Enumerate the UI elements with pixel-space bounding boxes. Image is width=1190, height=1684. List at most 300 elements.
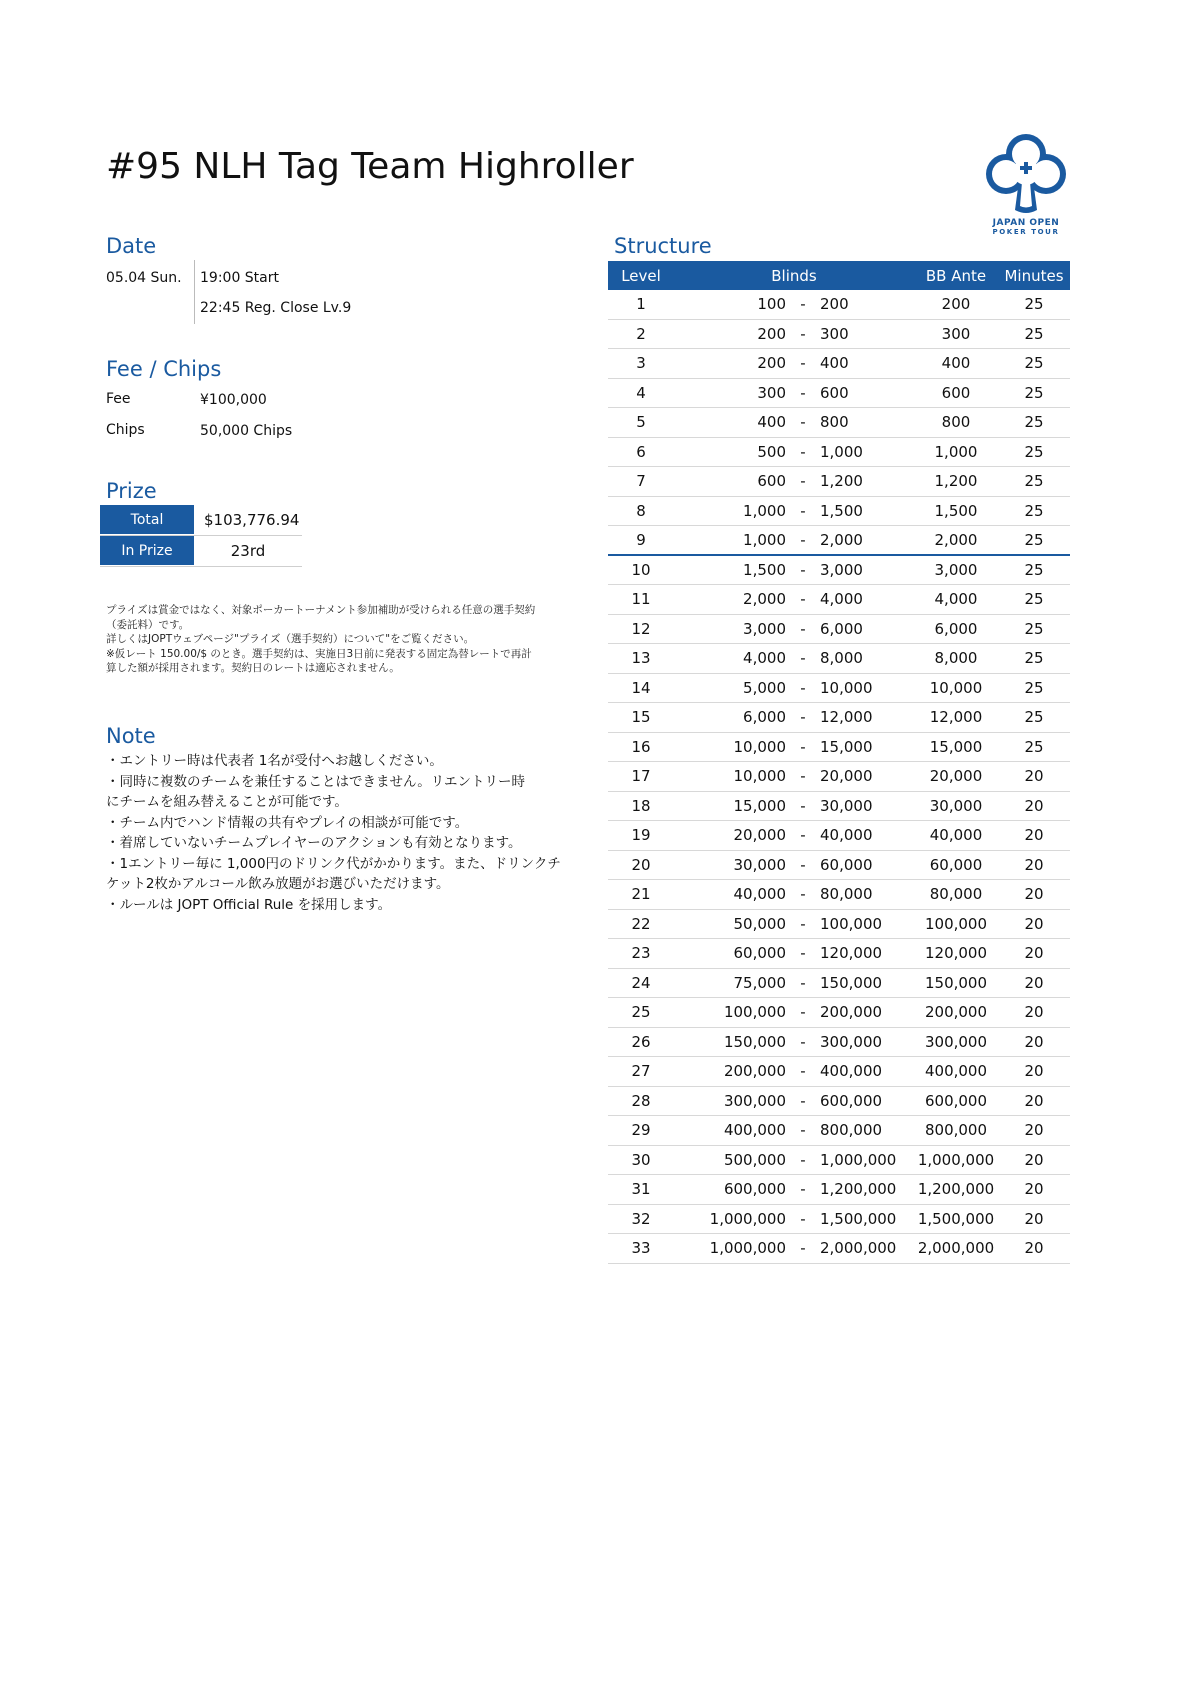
table-row	[608, 1146, 1070, 1176]
small-blind: 600,000	[723, 1180, 786, 1199]
minutes-cell: 25	[1024, 324, 1044, 343]
ante-cell: 30,000	[929, 796, 983, 815]
small-blind: 30,000	[733, 855, 786, 874]
big-blind: 30,000	[820, 796, 873, 815]
blinds-cell	[674, 1180, 914, 1198]
small-blind: 1,000,000	[709, 1209, 786, 1228]
blinds-separator: -	[800, 737, 806, 756]
small-blind: 6,000	[743, 708, 786, 727]
minutes-cell: 20	[1024, 885, 1044, 904]
level-cell: 28	[631, 1091, 651, 1110]
blinds-separator: -	[800, 1209, 806, 1228]
blinds-cell	[674, 354, 914, 372]
blinds-separator: -	[800, 413, 806, 432]
big-blind: 400,000	[820, 1062, 883, 1081]
table-row	[608, 969, 1070, 999]
ante-cell: 100,000	[924, 914, 988, 933]
minutes-cell: 20	[1024, 944, 1044, 963]
minutes-cell: 20	[1024, 826, 1044, 845]
small-blind: 400	[757, 413, 786, 432]
level-cell: 20	[631, 855, 651, 874]
table-row	[608, 438, 1070, 468]
blinds-separator: -	[800, 1150, 806, 1169]
blinds-separator: -	[800, 560, 806, 579]
ante-cell: 1,000	[934, 442, 978, 461]
date-divider	[194, 260, 195, 324]
blinds-cell	[674, 325, 914, 343]
blinds-cell	[674, 531, 914, 549]
level-cell: 13	[631, 649, 651, 668]
level-cell: 1	[636, 295, 646, 314]
level-cell: 8	[636, 501, 646, 520]
prize-total-label: Total	[100, 505, 194, 535]
table-row	[608, 467, 1070, 497]
big-blind: 600,000	[820, 1091, 883, 1110]
ante-cell: 20,000	[929, 767, 983, 786]
prize-disclaimer	[106, 603, 576, 676]
blinds-cell	[674, 856, 914, 874]
table-row	[608, 821, 1070, 851]
blinds-cell	[674, 1092, 914, 1110]
col-level-header: Level	[621, 266, 661, 285]
ante-cell: 8,000	[934, 649, 978, 668]
ante-cell: 800,000	[924, 1121, 988, 1140]
minutes-cell: 20	[1024, 796, 1044, 815]
minutes-cell: 20	[1024, 914, 1044, 933]
blinds-cell	[674, 472, 914, 490]
blinds-cell	[674, 413, 914, 431]
level-cell: 24	[631, 973, 651, 992]
blinds-separator: -	[800, 501, 806, 520]
blinds-cell	[674, 797, 914, 815]
ante-cell: 120,000	[924, 944, 988, 963]
prize-total-row	[100, 505, 302, 536]
table-row	[608, 497, 1070, 527]
note-line: ・チーム内でハンド情報の共有やプレイの相談が可能です。	[106, 814, 469, 831]
disclaimer-line: 詳しくはJOPTウェブページ"プライズ（選手契約）について"をご覧ください。	[106, 633, 475, 645]
level-cell: 18	[631, 796, 651, 815]
big-blind: 800	[820, 413, 849, 432]
col-ante-header: BB Ante	[925, 266, 987, 285]
blinds-separator: -	[800, 1003, 806, 1022]
note-line: ・着席していないチームプレイヤーのアクションも有効となります。	[106, 835, 522, 851]
small-blind: 500	[757, 442, 786, 461]
blinds-cell	[674, 738, 914, 756]
small-blind: 500,000	[723, 1150, 786, 1169]
fee-value: ¥100,000	[200, 392, 267, 408]
minutes-cell: 25	[1024, 413, 1044, 432]
minutes-cell: 25	[1024, 708, 1044, 727]
disclaimer-line: ※仮レート 150.00/$ のとき。選手契約は、実施日3日前に発表する固定為替レートで再計	[106, 647, 532, 660]
level-cell: 11	[631, 590, 651, 609]
level-cell: 33	[631, 1239, 651, 1258]
reg-close-time: 22:45 Reg. Close Lv.9	[200, 300, 352, 316]
small-blind: 150,000	[723, 1032, 786, 1051]
big-blind: 600	[820, 383, 849, 402]
blinds-cell	[674, 502, 914, 520]
blinds-cell	[674, 1033, 914, 1051]
blinds-cell	[674, 1239, 914, 1257]
level-cell: 6	[636, 442, 646, 461]
blinds-cell	[674, 1210, 914, 1228]
ante-cell: 600,000	[924, 1091, 988, 1110]
minutes-cell: 25	[1024, 530, 1044, 549]
small-blind: 2,000	[743, 590, 786, 609]
table-row	[608, 674, 1070, 704]
club-icon	[985, 132, 1067, 216]
event-day: 05.04 Sun.	[106, 270, 182, 286]
blinds-cell	[674, 708, 914, 726]
minutes-cell: 25	[1024, 737, 1044, 756]
small-blind: 300	[757, 383, 786, 402]
big-blind: 60,000	[820, 855, 873, 874]
blinds-separator: -	[800, 442, 806, 461]
ante-cell: 15,000	[929, 737, 983, 756]
big-blind: 400	[820, 354, 849, 373]
ante-cell: 1,200	[934, 472, 978, 491]
blinds-separator: -	[800, 885, 806, 904]
table-row	[608, 998, 1070, 1028]
table-row	[608, 792, 1070, 822]
big-blind: 300	[820, 324, 849, 343]
minutes-cell: 25	[1024, 678, 1044, 697]
big-blind: 150,000	[820, 973, 883, 992]
logo-text-line1: JAPAN OPEN	[992, 218, 1060, 228]
big-blind: 1,000	[820, 442, 863, 461]
small-blind: 100	[757, 295, 786, 314]
ante-cell: 10,000	[929, 678, 983, 697]
prize-in-prize-label: In Prize	[100, 536, 194, 566]
level-cell: 15	[631, 708, 651, 727]
chips-value: 50,000 Chips	[200, 423, 293, 439]
minutes-cell: 25	[1024, 501, 1044, 520]
table-row	[608, 1057, 1070, 1087]
blinds-separator: -	[800, 1180, 806, 1199]
blinds-separator: -	[800, 944, 806, 963]
structure-table	[608, 261, 1070, 1264]
date-heading: Date	[106, 234, 157, 258]
col-blinds-header: Blinds	[771, 266, 817, 285]
big-blind: 120,000	[820, 944, 883, 963]
blinds-separator: -	[800, 472, 806, 491]
minutes-cell: 20	[1024, 973, 1044, 992]
ante-cell: 200	[941, 295, 971, 314]
small-blind: 3,000	[743, 619, 786, 638]
table-row	[608, 349, 1070, 379]
ante-cell: 300,000	[924, 1032, 988, 1051]
blinds-cell	[674, 826, 914, 844]
level-cell: 19	[631, 826, 651, 845]
level-cell: 21	[631, 885, 651, 904]
ante-cell: 200,000	[924, 1003, 988, 1022]
blinds-separator: -	[800, 530, 806, 549]
ante-cell: 600	[941, 383, 971, 402]
blinds-separator: -	[800, 354, 806, 373]
blinds-cell	[674, 1003, 914, 1021]
small-blind: 1,000	[743, 501, 786, 520]
big-blind: 3,000	[820, 560, 863, 579]
big-blind: 2,000	[820, 530, 863, 549]
logo-text-line2: POKER TOUR	[992, 228, 1060, 236]
blinds-separator: -	[800, 1062, 806, 1081]
small-blind: 300,000	[723, 1091, 786, 1110]
minutes-cell: 20	[1024, 855, 1044, 874]
ante-cell: 80,000	[929, 885, 983, 904]
ante-cell: 2,000,000	[917, 1239, 995, 1258]
big-blind: 300,000	[820, 1032, 883, 1051]
blinds-cell	[674, 885, 914, 903]
blinds-cell	[674, 915, 914, 933]
level-cell: 2	[636, 324, 646, 343]
minutes-cell: 20	[1024, 1091, 1044, 1110]
table-row	[608, 1028, 1070, 1058]
small-blind: 50,000	[733, 914, 786, 933]
level-cell: 23	[631, 944, 651, 963]
small-blind: 40,000	[733, 885, 786, 904]
minutes-cell: 25	[1024, 383, 1044, 402]
level-cell: 26	[631, 1032, 651, 1051]
ante-cell: 6,000	[934, 619, 978, 638]
small-blind: 600	[757, 472, 786, 491]
small-blind: 60,000	[733, 944, 786, 963]
blinds-separator: -	[800, 826, 806, 845]
level-cell: 12	[631, 619, 651, 638]
level-cell: 16	[631, 737, 651, 756]
blinds-separator: -	[800, 1121, 806, 1140]
ante-cell: 1,200,000	[917, 1180, 995, 1199]
col-minutes-header: Minutes	[1004, 266, 1064, 285]
small-blind: 5,000	[743, 678, 786, 697]
blinds-separator: -	[800, 1032, 806, 1051]
disclaimer-line: （委託料）です。	[106, 618, 190, 631]
blinds-cell	[674, 1062, 914, 1080]
level-cell: 9	[636, 530, 646, 549]
level-cell: 5	[636, 413, 646, 432]
big-blind: 10,000	[820, 678, 873, 697]
minutes-cell: 20	[1024, 1121, 1044, 1140]
ante-cell: 40,000	[929, 826, 983, 845]
ante-cell: 1,500,000	[917, 1209, 995, 1228]
table-row	[608, 939, 1070, 969]
level-cell: 14	[631, 678, 651, 697]
blinds-cell	[674, 944, 914, 962]
note-heading: Note	[106, 724, 156, 748]
table-row	[608, 615, 1070, 645]
table-row	[608, 703, 1070, 733]
table-row	[608, 1116, 1070, 1146]
disclaimer-line: 算した額が採用されます。契約日のレートは適応されません。	[106, 662, 400, 674]
note-line: ケット2枚かアルコール飲み放題がお選びいただけます。	[106, 876, 450, 892]
note-line: にチームを組み替えることが可能です。	[106, 794, 348, 810]
blinds-cell	[674, 561, 914, 579]
big-blind: 800,000	[820, 1121, 883, 1140]
blinds-separator: -	[800, 796, 806, 815]
big-blind: 1,500	[820, 501, 863, 520]
level-cell: 32	[631, 1209, 651, 1228]
disclaimer-line: プライズは賞金ではなく、対象ポーカートーナメント参加補助が受けられる任意の選手契約	[106, 604, 536, 616]
note-line: ・1エントリー毎に 1,000円のドリンク代がかかります。また、ドリンクチ	[106, 855, 561, 872]
ante-cell: 2,000	[934, 530, 978, 549]
small-blind: 100,000	[723, 1003, 786, 1022]
small-blind: 4,000	[743, 649, 786, 668]
big-blind: 4,000	[820, 590, 863, 609]
page-title: #95 NLH Tag Team Highroller	[106, 146, 634, 187]
table-row	[608, 644, 1070, 674]
blinds-separator: -	[800, 708, 806, 727]
big-blind: 6,000	[820, 619, 863, 638]
level-cell: 27	[631, 1062, 651, 1081]
big-blind: 1,000,000	[820, 1150, 897, 1169]
small-blind: 400,000	[723, 1121, 786, 1140]
big-blind: 1,500,000	[820, 1209, 897, 1228]
minutes-cell: 25	[1024, 619, 1044, 638]
small-blind: 10,000	[733, 767, 786, 786]
big-blind: 1,200	[820, 472, 863, 491]
blinds-cell	[674, 295, 914, 313]
table-row	[608, 733, 1070, 763]
minutes-cell: 25	[1024, 442, 1044, 461]
minutes-cell: 25	[1024, 354, 1044, 373]
minutes-cell: 20	[1024, 1180, 1044, 1199]
level-cell: 17	[631, 767, 651, 786]
ante-cell: 4,000	[934, 590, 978, 609]
minutes-cell: 20	[1024, 767, 1044, 786]
ante-cell: 60,000	[929, 855, 983, 874]
blinds-separator: -	[800, 678, 806, 697]
table-row	[608, 379, 1070, 409]
note-list	[106, 751, 586, 915]
big-blind: 15,000	[820, 737, 873, 756]
small-blind: 200	[757, 324, 786, 343]
ante-cell: 150,000	[924, 973, 988, 992]
blinds-cell	[674, 1151, 914, 1169]
fee-label: Fee	[106, 391, 131, 407]
blinds-separator: -	[800, 1091, 806, 1110]
big-blind: 40,000	[820, 826, 873, 845]
level-cell: 25	[631, 1003, 651, 1022]
ante-cell: 800	[941, 413, 971, 432]
blinds-separator: -	[800, 973, 806, 992]
minutes-cell: 25	[1024, 295, 1044, 314]
level-cell: 29	[631, 1121, 651, 1140]
prize-table	[100, 505, 302, 567]
small-blind: 200	[757, 354, 786, 373]
blinds-cell	[674, 974, 914, 992]
big-blind: 80,000	[820, 885, 873, 904]
note-line: ・ルールは JOPT Official Rule を採用します。	[106, 896, 392, 913]
small-blind: 1,500	[743, 560, 786, 579]
note-line: ・同時に複数のチームを兼任することはできません。リエントリー時	[106, 773, 526, 790]
small-blind: 75,000	[733, 973, 786, 992]
blinds-cell	[674, 384, 914, 402]
ante-cell: 400	[941, 354, 971, 373]
small-blind: 1,000,000	[709, 1239, 786, 1258]
big-blind: 200,000	[820, 1003, 883, 1022]
blinds-separator: -	[800, 914, 806, 933]
blinds-cell	[674, 767, 914, 785]
blinds-separator: -	[800, 619, 806, 638]
table-row	[608, 910, 1070, 940]
level-cell: 7	[636, 472, 646, 491]
level-cell: 31	[631, 1180, 651, 1199]
minutes-cell: 25	[1024, 649, 1044, 668]
blinds-cell	[674, 443, 914, 461]
ante-cell: 300	[941, 324, 971, 343]
blinds-cell	[674, 679, 914, 697]
blinds-separator: -	[800, 855, 806, 874]
blinds-cell	[674, 1121, 914, 1139]
minutes-cell: 20	[1024, 1003, 1044, 1022]
table-row	[608, 880, 1070, 910]
chips-label: Chips	[106, 422, 145, 438]
table-row	[608, 290, 1070, 320]
level-cell: 4	[636, 383, 646, 402]
minutes-cell: 25	[1024, 560, 1044, 579]
blinds-separator: -	[800, 1239, 806, 1258]
prize-heading: Prize	[106, 479, 157, 503]
ante-cell: 12,000	[929, 708, 983, 727]
big-blind: 200	[820, 295, 849, 314]
small-blind: 10,000	[733, 737, 786, 756]
ante-cell: 3,000	[934, 560, 978, 579]
jopt-logo	[985, 132, 1067, 236]
minutes-cell: 20	[1024, 1032, 1044, 1051]
minutes-cell: 20	[1024, 1239, 1044, 1258]
prize-in-prize-row	[100, 536, 302, 567]
big-blind: 8,000	[820, 649, 863, 668]
minutes-cell: 25	[1024, 472, 1044, 491]
big-blind: 20,000	[820, 767, 873, 786]
small-blind: 20,000	[733, 826, 786, 845]
level-cell: 3	[636, 354, 646, 373]
blinds-separator: -	[800, 383, 806, 402]
minutes-cell: 25	[1024, 590, 1044, 609]
structure-header-row	[608, 261, 1070, 290]
table-row	[608, 1087, 1070, 1117]
big-blind: 100,000	[820, 914, 883, 933]
level-cell: 22	[631, 914, 651, 933]
table-row	[608, 320, 1070, 350]
blinds-cell	[674, 590, 914, 608]
note-line: ・エントリー時は代表者 1名が受付へお越しください。	[106, 753, 443, 769]
blinds-separator: -	[800, 590, 806, 609]
table-row	[608, 408, 1070, 438]
table-row	[608, 1234, 1070, 1264]
big-blind: 2,000,000	[820, 1239, 897, 1258]
prize-in-prize-value: 23rd	[230, 542, 266, 560]
start-time: 19:00 Start	[200, 270, 279, 286]
blinds-cell	[674, 649, 914, 667]
big-blind: 12,000	[820, 708, 873, 727]
minutes-cell: 20	[1024, 1209, 1044, 1228]
small-blind: 1,000	[743, 530, 786, 549]
minutes-cell: 20	[1024, 1062, 1044, 1081]
level-cell: 30	[631, 1150, 651, 1169]
ante-cell: 1,000,000	[917, 1150, 995, 1169]
fee-chips-heading: Fee / Chips	[106, 357, 222, 381]
small-blind: 15,000	[733, 796, 786, 815]
big-blind: 1,200,000	[820, 1180, 897, 1199]
table-row	[608, 585, 1070, 615]
table-row	[608, 851, 1070, 881]
level-cell: 10	[631, 560, 651, 579]
table-row	[608, 526, 1070, 556]
ante-cell: 400,000	[924, 1062, 988, 1081]
blinds-separator: -	[800, 767, 806, 786]
small-blind: 200,000	[723, 1062, 786, 1081]
blinds-separator: -	[800, 295, 806, 314]
blinds-separator: -	[800, 324, 806, 343]
